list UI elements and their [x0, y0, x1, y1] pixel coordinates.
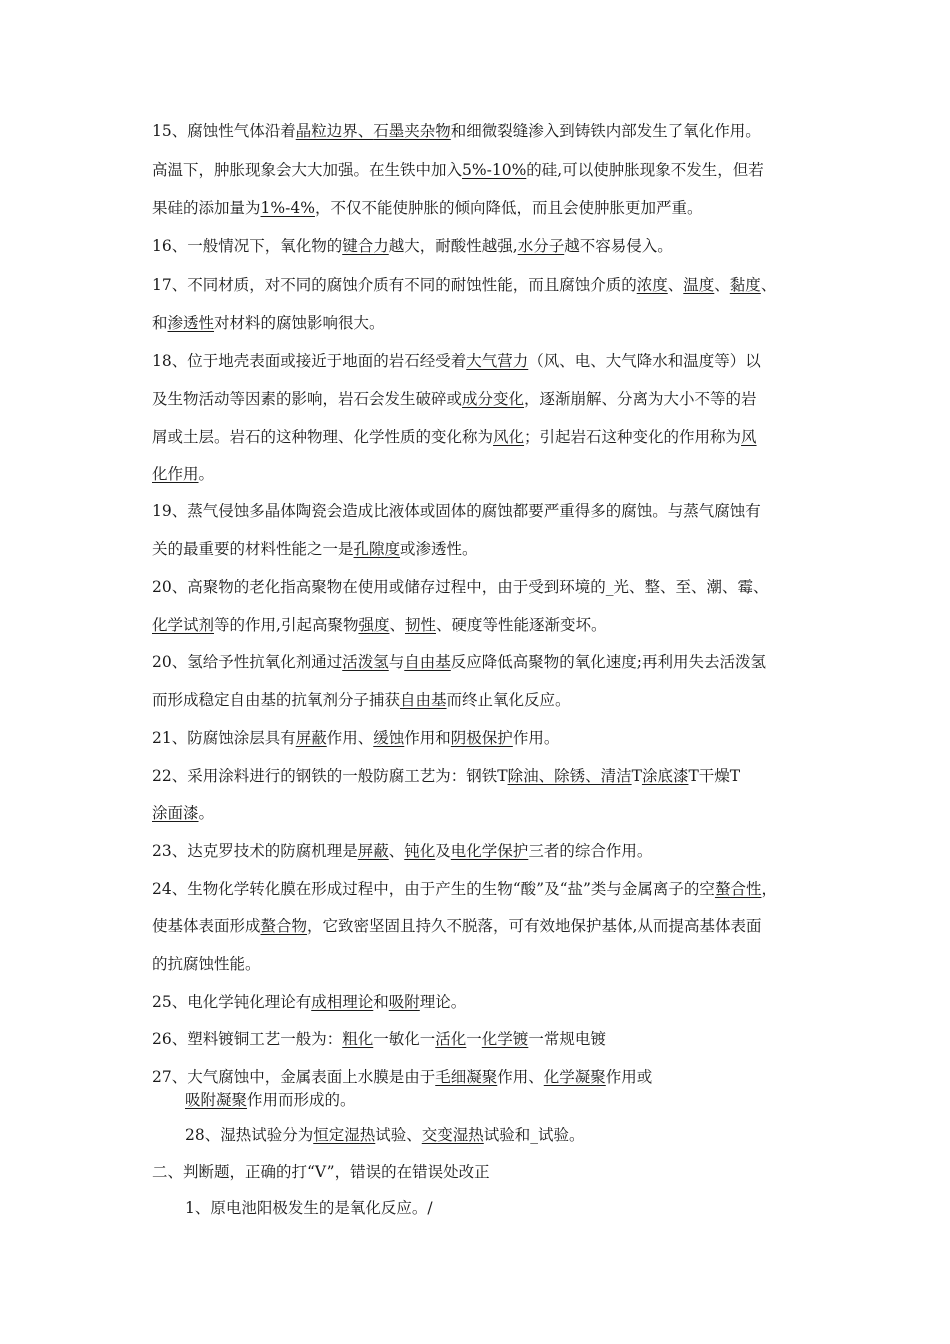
text-span: 、	[667, 276, 684, 294]
text-span: 27、大气腐蚀中，金属表面上水膜是由于	[152, 1068, 436, 1086]
text-span: 及	[435, 842, 451, 860]
text-span: 与	[388, 653, 405, 671]
text-line	[152, 235, 673, 257]
text-line	[152, 312, 385, 334]
text-span: 作用、	[326, 729, 374, 747]
text-span: 16、一般情况下，氧化物的	[152, 237, 343, 255]
text-span: 的硅,可以使肿胀现象不发生，但若	[526, 161, 764, 179]
text-line	[152, 197, 702, 219]
text-line	[152, 991, 466, 1013]
text-span: 对材料的腐蚀影响很大。	[214, 314, 385, 332]
text-span: （风、电、大气降水和温度等）以	[528, 352, 761, 370]
answer-blank: 吸附凝聚	[185, 1091, 248, 1109]
text-span: 、	[760, 276, 777, 294]
text-line	[152, 159, 764, 181]
text-span: 1、原电池阳极发生的是氧化反应。/	[185, 1199, 433, 1217]
answer-blank: 活化	[435, 1030, 467, 1048]
text-span: 。	[198, 465, 215, 483]
text-span: 19、蒸气侵蚀多晶体陶瓷会造成比液体或固体的腐蚀都要严重得多的腐蚀。与蒸气腐蚀有	[152, 502, 761, 520]
answer-blank: 合性	[730, 880, 762, 898]
answer-blank: 电化学保护	[450, 842, 529, 860]
answer-blank: 阴极保护	[450, 729, 513, 747]
text-line	[152, 727, 559, 749]
text-span: 一常规电镀	[528, 1030, 606, 1048]
answer-blank: 5%-10%	[462, 161, 527, 179]
answer-blank: 浓度	[636, 276, 668, 294]
answer-blank: 屏蔽	[357, 842, 389, 860]
answer-blank: 屏蔽	[295, 729, 327, 747]
text-span: 和	[373, 993, 389, 1011]
text-span: 或渗透性。	[400, 540, 478, 558]
answer-blank: 化作用	[152, 465, 199, 483]
answer-blank: 恒定湿热	[313, 1126, 376, 1144]
text-line	[152, 1028, 606, 1050]
answer-blank: 石墨夹杂物	[373, 122, 451, 140]
text-span: 的抗腐蚀性能。	[152, 955, 261, 973]
answer-blank: 孔隙度	[353, 540, 401, 558]
answer-blank: 交变湿热	[421, 1126, 484, 1144]
answer-blank: 缓蚀	[373, 729, 405, 747]
text-span: 及生物活动等因素的影响，岩石会发生破碎或	[152, 390, 463, 408]
text-line	[152, 463, 214, 485]
text-span: 作用而形成的。	[247, 1091, 356, 1109]
text-line	[152, 689, 571, 711]
answer-blank: 吸附	[388, 993, 420, 1011]
text-span: 反应降低高聚物的氧化速度;再利用失去活泼氢	[450, 653, 767, 671]
answer-blank: 螯	[714, 880, 731, 898]
answer-blank: 活泼氢	[342, 653, 389, 671]
text-span: 22、采用涂料进行的钢铁的一般防腐工艺为：钢铁T	[152, 767, 508, 785]
answer-blank: 键合力	[342, 237, 389, 255]
text-span: 21、防腐蚀涂层具有	[152, 729, 296, 747]
text-line	[152, 765, 740, 787]
text-span: 越大，耐酸性越强,	[388, 237, 518, 255]
text-line	[152, 651, 766, 673]
text-span: 而终止氧化反应。	[446, 691, 571, 709]
text-line	[152, 915, 761, 937]
text-span: 23、达克罗技术的防腐机理是	[152, 842, 358, 860]
answer-blank: 成分变化	[462, 390, 525, 408]
answer-blank: 涂底漆	[641, 767, 689, 785]
text-span: 20、高聚物的老化指高聚物在使用或储存过程中，由于受到环境的_光、整、至、潮、霉、	[152, 578, 769, 596]
text-line	[152, 878, 777, 900]
answer-blank: 除油、除锈、清洁	[507, 767, 632, 785]
text-span: 。	[198, 804, 215, 822]
text-line	[185, 1124, 585, 1146]
answer-blank: 水分子	[517, 237, 565, 255]
text-line	[152, 614, 607, 636]
text-span: 果硅的添加量为	[152, 199, 261, 217]
text-span: 二、判断题，正确的打“V”，错误的在错误处改正	[152, 1163, 490, 1181]
text-span: ，逐渐崩解、分离为大小不等的岩	[524, 390, 757, 408]
text-span: 使基体表面形成	[152, 917, 261, 935]
text-line	[152, 350, 761, 372]
text-span: 26、塑料镀铜工艺一般为：	[152, 1030, 343, 1048]
text-span: 作用或	[605, 1068, 653, 1086]
text-span: 24、生物化学转化膜在形成过程中，由于产生的生物“酸”及“盐”类与金属离子的空	[152, 880, 715, 898]
answer-blank: 温度	[683, 276, 715, 294]
answer-blank: 涂面漆	[152, 804, 199, 822]
text-line	[152, 388, 757, 410]
answer-blank: 强度	[358, 616, 390, 634]
text-span: 高温下，肿胀现象会大大加强。在生铁中加入	[152, 161, 463, 179]
text-span: 理论。	[419, 993, 467, 1011]
text-span: 17、不同材质，对不同的腐蚀介质有不同的耐蚀性能，而且腐蚀介质的	[152, 276, 637, 294]
answer-blank: 粗化	[342, 1030, 374, 1048]
text-line	[152, 426, 757, 448]
text-span: 28、湿热试验分为	[185, 1126, 314, 1144]
text-span: 15、腐蚀性气体沿着	[152, 122, 296, 140]
text-span: ，	[761, 880, 777, 898]
text-span: 、	[714, 276, 730, 294]
answer-blank: 黏度	[729, 276, 761, 294]
answer-blank: 渗透性	[167, 314, 215, 332]
answer-blank: 自由基	[404, 653, 451, 671]
text-span: 试验和_试验。	[483, 1126, 585, 1144]
answer-blank: 韧性	[404, 616, 436, 634]
text-line	[152, 953, 261, 975]
text-span: 而形成稳定自由基的抗氧剂分子捕获	[152, 691, 401, 709]
answer-blank: 大气营力	[466, 352, 529, 370]
text-span: 和细微裂缝渗入到铸铁内部发生了氧化作用。	[450, 122, 761, 140]
text-span: 试验、	[375, 1126, 422, 1144]
text-line	[152, 274, 776, 296]
text-span: ，它致密坚固且持久不脱落，可有效地保护基体,从而提高基体表面	[307, 917, 762, 935]
text-span: 、	[388, 842, 405, 860]
answer-blank: 自由基	[400, 691, 447, 709]
text-line	[152, 1161, 490, 1183]
text-span: T干燥T	[688, 767, 741, 785]
text-line	[185, 1089, 356, 1111]
text-span: 一	[466, 1030, 482, 1048]
text-span: 三者的综合作用。	[528, 842, 653, 860]
text-line	[152, 538, 478, 560]
answer-blank: 成相理论	[311, 993, 374, 1011]
text-span: 一敏化一	[373, 1030, 436, 1048]
text-span: ，不仅不能使肿胀的倾向降低，而且会使肿胀更加严重。	[314, 199, 703, 217]
text-span: 等的作用,引起高聚物	[214, 616, 359, 634]
answer-blank: 钝化	[404, 842, 436, 860]
answer-blank: 风	[741, 428, 757, 446]
text-span: 作用和	[404, 729, 451, 747]
answer-blank: 螯合物	[260, 917, 308, 935]
text-span: 18、位于地壳表面或接近于地面的岩石经受着	[152, 352, 467, 370]
answer-blank: 1%-4%	[260, 199, 315, 217]
answer-blank: 晶粒边界、	[295, 122, 374, 140]
text-span: ；引起岩石这种变化的作用称为	[524, 428, 742, 446]
answer-blank: 化学试剂	[152, 616, 215, 634]
text-span: 屑或土层。岩石的这种物理、化学性质的变化称为	[152, 428, 494, 446]
answer-blank: 毛细凝聚	[435, 1068, 498, 1086]
text-span: 25、电化学钝化理论有	[152, 993, 312, 1011]
text-span: 20、氢给予性抗氧化剂通过	[152, 653, 343, 671]
text-line	[185, 1197, 433, 1219]
text-span: T	[631, 767, 642, 785]
text-line	[152, 120, 761, 142]
text-span: 作用、	[497, 1068, 544, 1086]
text-span: 、硬度等性能逐渐变坏。	[436, 616, 607, 634]
text-span: 作用。	[512, 729, 560, 747]
text-span: 和	[152, 314, 168, 332]
text-line	[152, 576, 768, 598]
text-line	[152, 840, 652, 862]
text-span: 越不容易侵入。	[564, 237, 673, 255]
answer-blank: 化学镀	[481, 1030, 529, 1048]
answer-blank: 化学凝聚	[543, 1068, 606, 1086]
answer-blank: 风化	[493, 428, 525, 446]
text-line	[152, 802, 214, 824]
text-span: 、	[389, 616, 405, 634]
text-line	[152, 1066, 652, 1088]
text-span: 关的最重要的材料性能之一是	[152, 540, 354, 558]
text-line	[152, 500, 761, 522]
